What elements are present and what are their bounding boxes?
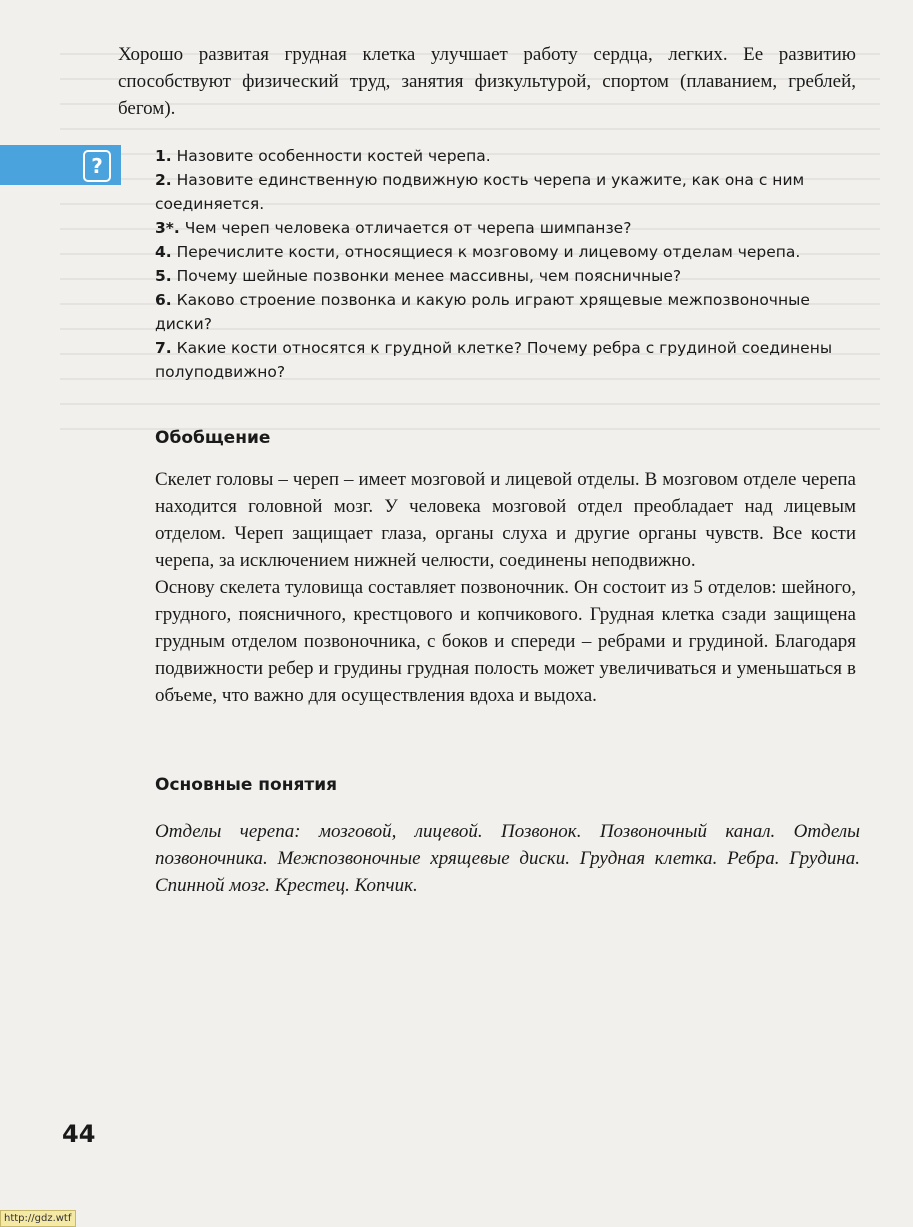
question-item: 5. Почему шейные позвонки менее массивны, чем поясничные?	[155, 267, 682, 285]
summary-paragraph: Основу скелета туловища составляет позвоночник. Он состоит из 5 отделов: шейного, грудного, поясничного, крестцового и копчикового. Грудная клетка сзади защищена грудным отделом позвоночника, с боков и спереди – ребрами и грудиной. Благодаря подвижности ребер и грудины грудная полость может увеличиваться и уменьшаться в объеме, что важно для осуществления вдоха и выдоха.	[155, 577, 856, 706]
question-item: 3*. Чем череп человека отличается от черепа шимпанзе?	[155, 219, 632, 237]
question-item: 6. Каково строение позвонка и какую роль играют хрящевые межпозвоночные диски?	[155, 291, 810, 333]
question-mark-icon: ?	[83, 150, 111, 182]
intro-paragraph: Хорошо развитая грудная клетка улучшает работу сердца, легких. Ее развитию способствуют физический труд, занятия физкультурой, спортом (плаванием, греблей, бегом).	[118, 44, 856, 119]
question-item: 7. Какие кости относятся к грудной клетке? Почему ребра с грудиной соединены полуподвижно?	[155, 339, 833, 381]
question-item: 4. Перечислите кости, относящиеся к мозговому и лицевому отделам черепа.	[155, 243, 801, 261]
page-number: 44	[62, 1120, 96, 1148]
concepts-text: Отделы черепа: мозговой, лицевой. Позвонок. Позвоночный канал. Отделы позвоночника. Межпозвоночные хрящевые диски. Грудная клетка. Ребра. Грудина. Спинной мозг. Крестец. Копчик.	[155, 821, 860, 896]
summary-paragraph: Скелет головы – череп – имеет мозговой и лицевой отделы. В мозговом отделе черепа находится головной мозг. У человека мозговой отдел преобладает над лицевым отделом. Череп защищает глаза, органы слуха и другие органы чувств. Все кости черепа, за исключением нижней челюсти, соединены неподвижно.	[155, 469, 856, 571]
concepts-heading: Основные понятия	[155, 775, 338, 795]
questions-list	[155, 144, 860, 384]
question-item: 1. Назовите особенности костей черепа.	[155, 147, 491, 165]
summary-heading: Обобщение	[155, 428, 271, 448]
watermark-link[interactable]: http://gdz.wtf	[0, 1210, 76, 1227]
summary-section	[155, 466, 856, 709]
question-item: 2. Назовите единственную подвижную кость черепа и укажите, как она с ним соединяется.	[155, 171, 805, 213]
